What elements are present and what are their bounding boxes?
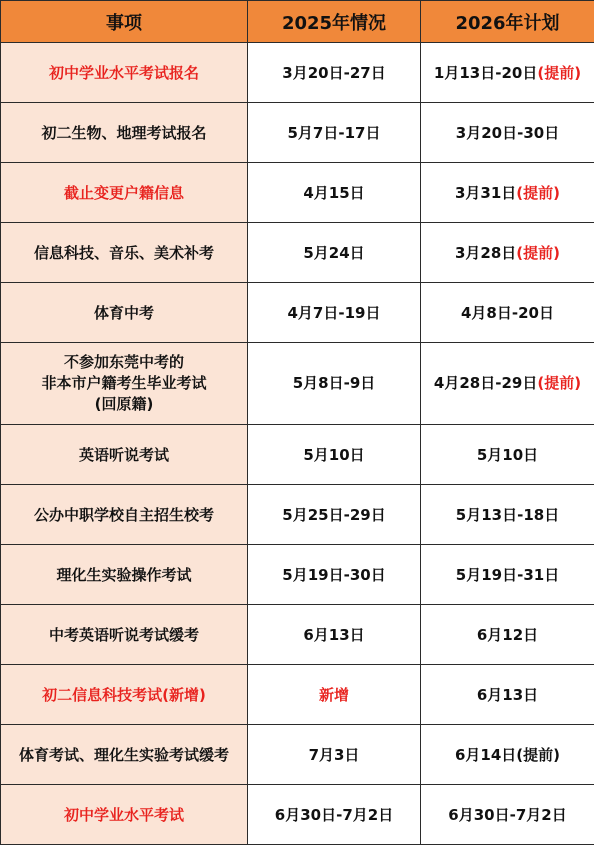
item-line: 非本市户籍考生毕业考试 <box>41 374 207 392</box>
table-row <box>1 725 594 785</box>
value-2026-cell: 6月13日 <box>421 665 594 725</box>
advance-note: (提前) <box>516 244 561 262</box>
advance-note: (提前) <box>537 374 582 392</box>
value-2025-cell: 5月7日-17日 <box>248 103 421 163</box>
advance-note: (提前) <box>537 64 582 82</box>
value-2025-cell: 5月24日 <box>248 223 421 283</box>
table-row <box>1 425 594 485</box>
header-2025: 2025年情况 <box>248 1 421 43</box>
item-line: 不参加东莞中考的 <box>63 353 184 371</box>
date-text: 3月31日 <box>454 184 517 202</box>
item-cell: 理化生实验操作考试 <box>1 545 248 605</box>
item-cell: 初中学业水平考试 <box>1 785 248 845</box>
value-2026-cell: 6月12日 <box>421 605 594 665</box>
value-2026-cell <box>421 163 594 223</box>
table-row <box>1 103 594 163</box>
value-2026-cell: 5月13日-18日 <box>421 485 594 545</box>
table-row <box>1 605 594 665</box>
value-2026-cell: 5月10日 <box>421 425 594 485</box>
value-2025-cell: 5月8日-9日 <box>248 343 421 425</box>
item-cell: 初二生物、地理考试报名 <box>1 103 248 163</box>
value-2025-cell: 6月30日-7月2日 <box>248 785 421 845</box>
table-row <box>1 43 594 103</box>
table-row <box>1 343 594 425</box>
value-2025-cell: 5月25日-29日 <box>248 485 421 545</box>
table-row <box>1 223 594 283</box>
header-row <box>1 1 594 43</box>
header-2026: 2026年计划 <box>421 1 594 43</box>
item-cell <box>1 343 248 425</box>
value-2026-cell: 4月8日-20日 <box>421 283 594 343</box>
table-row <box>1 545 594 605</box>
date-text: 3月28日 <box>454 244 517 262</box>
item-cell: 体育考试、理化生实验考试缓考 <box>1 725 248 785</box>
item-line: (回原籍) <box>94 395 154 413</box>
value-2025-cell: 7月3日 <box>248 725 421 785</box>
value-2026-cell <box>421 223 594 283</box>
value-2025-cell: 5月10日 <box>248 425 421 485</box>
value-2025-cell: 6月13日 <box>248 605 421 665</box>
item-cell: 公办中职学校自主招生校考 <box>1 485 248 545</box>
value-2026-cell: 5月19日-31日 <box>421 545 594 605</box>
item-cell: 英语听说考试 <box>1 425 248 485</box>
date-text: 4月28日-29日 <box>433 374 538 392</box>
value-2026-cell <box>421 343 594 425</box>
table-row <box>1 283 594 343</box>
value-2026-cell: 3月20日-30日 <box>421 103 594 163</box>
item-cell: 初二信息科技考试(新增) <box>1 665 248 725</box>
value-2025-cell: 3月20日-27日 <box>248 43 421 103</box>
item-cell: 初中学业水平考试报名 <box>1 43 248 103</box>
value-2025-cell: 5月19日-30日 <box>248 545 421 605</box>
item-cell: 截止变更户籍信息 <box>1 163 248 223</box>
table-row <box>1 485 594 545</box>
advance-note: (提前) <box>516 184 561 202</box>
value-2025-cell: 4月7日-19日 <box>248 283 421 343</box>
table-row <box>1 163 594 223</box>
item-cell: 中考英语听说考试缓考 <box>1 605 248 665</box>
value-2025-cell: 新增 <box>248 665 421 725</box>
item-cell: 信息科技、音乐、美术补考 <box>1 223 248 283</box>
value-2025-cell: 4月15日 <box>248 163 421 223</box>
table-row <box>1 785 594 845</box>
value-2026-cell: 6月14日(提前) <box>421 725 594 785</box>
value-2026-cell: 6月30日-7月2日 <box>421 785 594 845</box>
item-cell: 体育中考 <box>1 283 248 343</box>
date-text: 1月13日-20日 <box>433 64 538 82</box>
table-row <box>1 665 594 725</box>
value-2026-cell <box>421 43 594 103</box>
header-item: 事项 <box>1 1 248 43</box>
